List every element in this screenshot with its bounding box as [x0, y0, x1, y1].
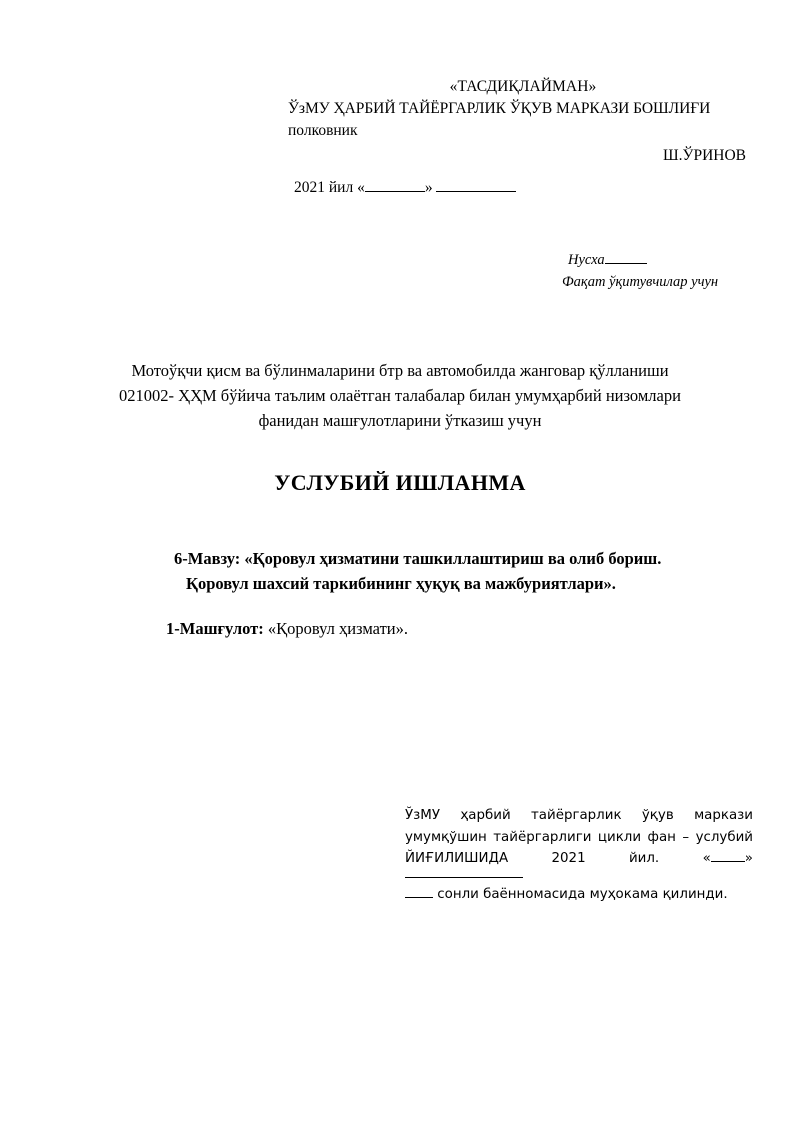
topic-block: [150, 546, 750, 641]
topic-line-1: 6-Мавзу: «Қоровул ҳизматини ташкиллаштириш ва олиб бориш.: [174, 549, 662, 568]
minutes-line-3: [405, 848, 753, 870]
lesson-line: [150, 616, 750, 641]
minutes-number-suffix: сонли баённомасида муҳокама қилинди.: [437, 887, 728, 903]
approval-day-blank: [365, 191, 425, 192]
minutes-block: [405, 805, 753, 906]
approval-rank: полковник: [288, 122, 358, 139]
minutes-day-blank: [711, 861, 745, 862]
minutes-day-group: [703, 851, 753, 866]
approval-date-line: [288, 177, 758, 199]
approval-title: «ТАСДИҚЛАЙМАН»: [449, 78, 597, 95]
minutes-line-1: ЎзМУ ҳарбий тайёргарлик ўқув маркази: [405, 808, 753, 823]
approval-date-year: 2021: [294, 179, 325, 196]
minutes-year-word: йил.: [628, 851, 660, 867]
copy-note-block: [500, 249, 770, 294]
topic-line-2: Қоровул шахсий таркибининг ҳуқуқ ва мажбуриятлари».: [186, 574, 616, 594]
approval-date-quote-close: »: [424, 179, 433, 196]
minutes-quote-open: «: [702, 851, 711, 867]
copy-restriction: Фақат ўқитувчилар учун: [562, 274, 719, 291]
copy-number-line: [500, 249, 770, 271]
lesson-label: 1-Машғулот:: [166, 619, 264, 639]
purpose-paragraph: Мотоўқчи қисм ва бўлинмаларини бтр ва автомобилда жанговар қўлланиши 021002- ҲҲМ бўйича таълим олаётган талабалар билан умумҳарбий низомлари фанидан машғулотларини ўтказиш учун: [119, 361, 681, 431]
approval-signer-name: Ш.ЎРИНОВ: [662, 147, 746, 164]
minutes-quote-close: »: [744, 851, 753, 867]
approval-month-blank: [436, 191, 516, 192]
minutes-number-blank: [405, 897, 433, 898]
minutes-month-blank: [405, 877, 523, 878]
approval-organization: ЎзМУ ҲАРБИЙ ТАЙЁРГАРЛИК ЎҚУВ МАРКАЗИ БОШЛИҒИ: [288, 100, 711, 117]
minutes-year: 2021: [551, 851, 586, 867]
copy-label: Нусха: [568, 252, 605, 268]
copy-number-blank: [605, 263, 647, 264]
lesson-value: «Қоровул ҳизмати».: [267, 619, 408, 639]
page-title: УСЛУБИЙ ИШЛАНМА: [274, 470, 526, 495]
minutes-line-2: умумқўшин тайёргарлиги цикли фан – услубий: [405, 829, 753, 845]
approval-block: [288, 76, 758, 199]
minutes-line-4: [405, 884, 753, 906]
approval-date-year-word: йил: [328, 179, 354, 196]
minutes-meeting-word: ЙИҒИЛИШИДА: [405, 851, 509, 867]
approval-date-quote-open: «: [357, 179, 365, 196]
